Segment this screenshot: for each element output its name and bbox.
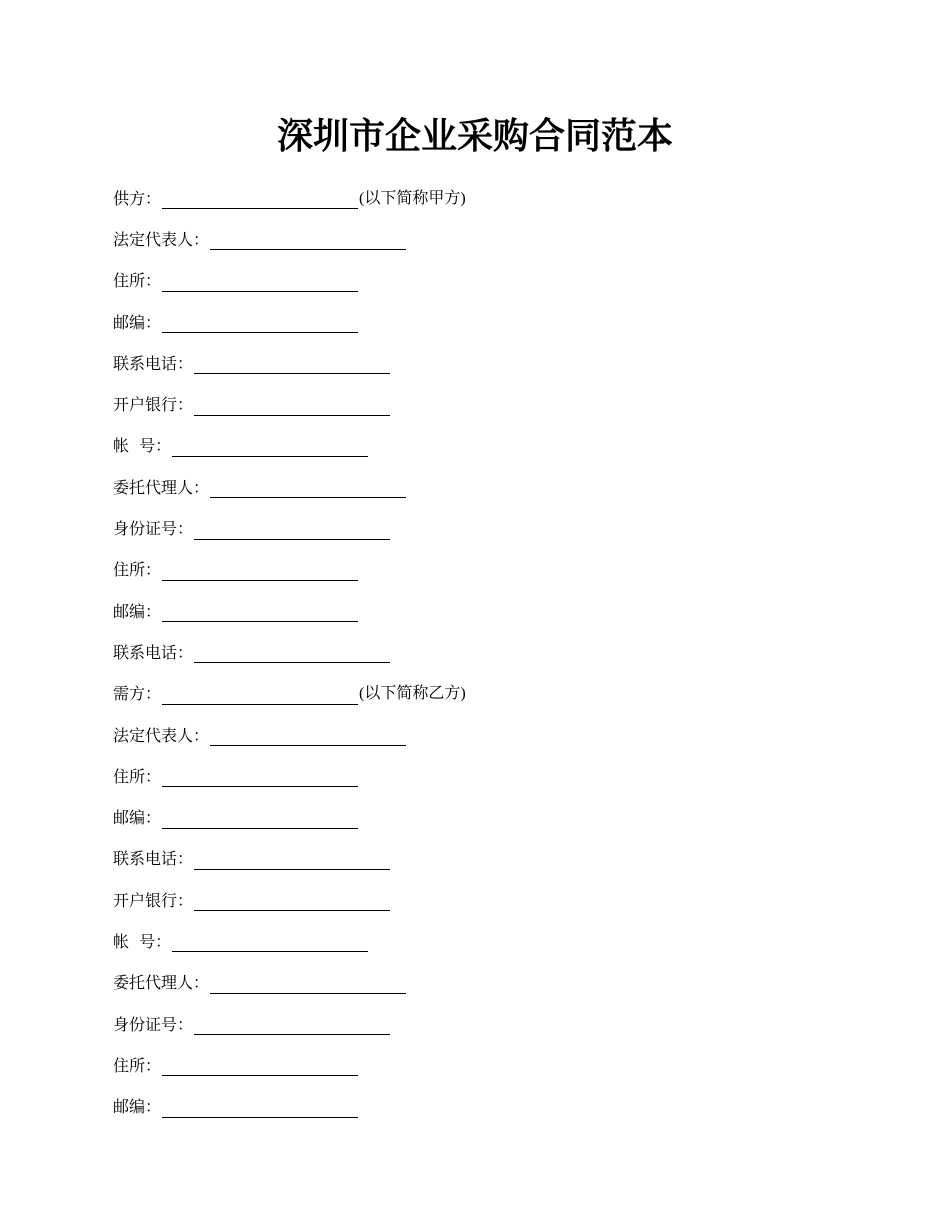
field-row — [113, 797, 853, 838]
fill-in-blank[interactable] — [162, 188, 358, 209]
field-row — [113, 426, 853, 467]
fill-in-blank[interactable] — [194, 395, 390, 416]
fill-in-blank[interactable] — [162, 312, 358, 333]
contract-party-fields — [113, 178, 853, 1128]
fill-in-blank[interactable] — [162, 271, 358, 292]
fill-in-blank[interactable] — [194, 1014, 390, 1035]
fill-in-blank[interactable] — [162, 601, 358, 622]
fill-in-blank[interactable] — [162, 766, 358, 787]
field-row — [113, 839, 853, 880]
field-label: 邮编： — [113, 808, 162, 828]
fill-in-blank[interactable] — [210, 229, 406, 250]
field-label: 邮编： — [113, 312, 162, 332]
field-label: 帐 号： — [113, 436, 172, 456]
fill-in-blank[interactable] — [162, 1055, 358, 1076]
fill-in-blank[interactable] — [194, 849, 390, 870]
field-row — [113, 880, 853, 921]
fill-in-blank[interactable] — [210, 725, 406, 746]
field-row — [113, 302, 853, 343]
fill-in-blank[interactable] — [194, 519, 390, 540]
field-suffix: (以下简称甲方) — [359, 189, 466, 207]
field-row — [113, 632, 853, 673]
field-row — [113, 1087, 853, 1128]
field-label: 身份证号： — [113, 1014, 194, 1034]
field-label: 法定代表人： — [113, 229, 210, 249]
field-row — [113, 261, 853, 302]
fill-in-blank[interactable] — [162, 1097, 358, 1118]
field-label: 委托代理人： — [113, 973, 210, 993]
field-label: 法定代表人： — [113, 725, 210, 745]
fill-in-blank[interactable] — [162, 684, 358, 705]
field-label: 联系电话： — [113, 849, 194, 869]
fill-in-blank[interactable] — [162, 808, 358, 829]
fill-in-blank[interactable] — [162, 560, 358, 581]
field-row — [113, 715, 853, 756]
fill-in-blank[interactable] — [210, 477, 406, 498]
field-row — [113, 756, 853, 797]
field-suffix: (以下简称乙方) — [359, 685, 466, 703]
fill-in-blank[interactable] — [194, 890, 390, 911]
fill-in-blank[interactable] — [210, 973, 406, 994]
document-title: 深圳市企业采购合同范本 — [276, 115, 673, 157]
field-label: 住所： — [113, 1055, 162, 1075]
field-row — [113, 921, 853, 962]
field-row — [113, 219, 853, 260]
fill-in-blank[interactable] — [172, 436, 368, 457]
field-row — [113, 178, 853, 219]
field-label: 开户银行： — [113, 890, 194, 910]
field-label: 身份证号： — [113, 519, 194, 539]
field-label: 住所： — [113, 766, 162, 786]
field-row — [113, 343, 853, 384]
field-label: 住所： — [113, 560, 162, 580]
field-row — [113, 550, 853, 591]
field-label: 供方： — [113, 188, 162, 208]
field-label: 委托代理人： — [113, 477, 210, 497]
field-row — [113, 508, 853, 549]
field-label: 帐 号： — [113, 931, 172, 951]
field-row — [113, 384, 853, 425]
fill-in-blank[interactable] — [194, 353, 390, 374]
fill-in-blank[interactable] — [194, 642, 390, 663]
field-label: 联系电话： — [113, 642, 194, 662]
fill-in-blank[interactable] — [172, 931, 368, 952]
field-row — [113, 591, 853, 632]
field-label: 联系电话： — [113, 353, 194, 373]
field-label: 住所： — [113, 271, 162, 291]
field-row — [113, 1004, 853, 1045]
field-label: 开户银行： — [113, 395, 194, 415]
field-row — [113, 963, 853, 1004]
field-row — [113, 467, 853, 508]
field-label: 邮编： — [113, 601, 162, 621]
field-label: 邮编： — [113, 1097, 162, 1117]
field-row — [113, 1045, 853, 1086]
field-row — [113, 674, 853, 715]
field-label: 需方： — [113, 684, 162, 704]
